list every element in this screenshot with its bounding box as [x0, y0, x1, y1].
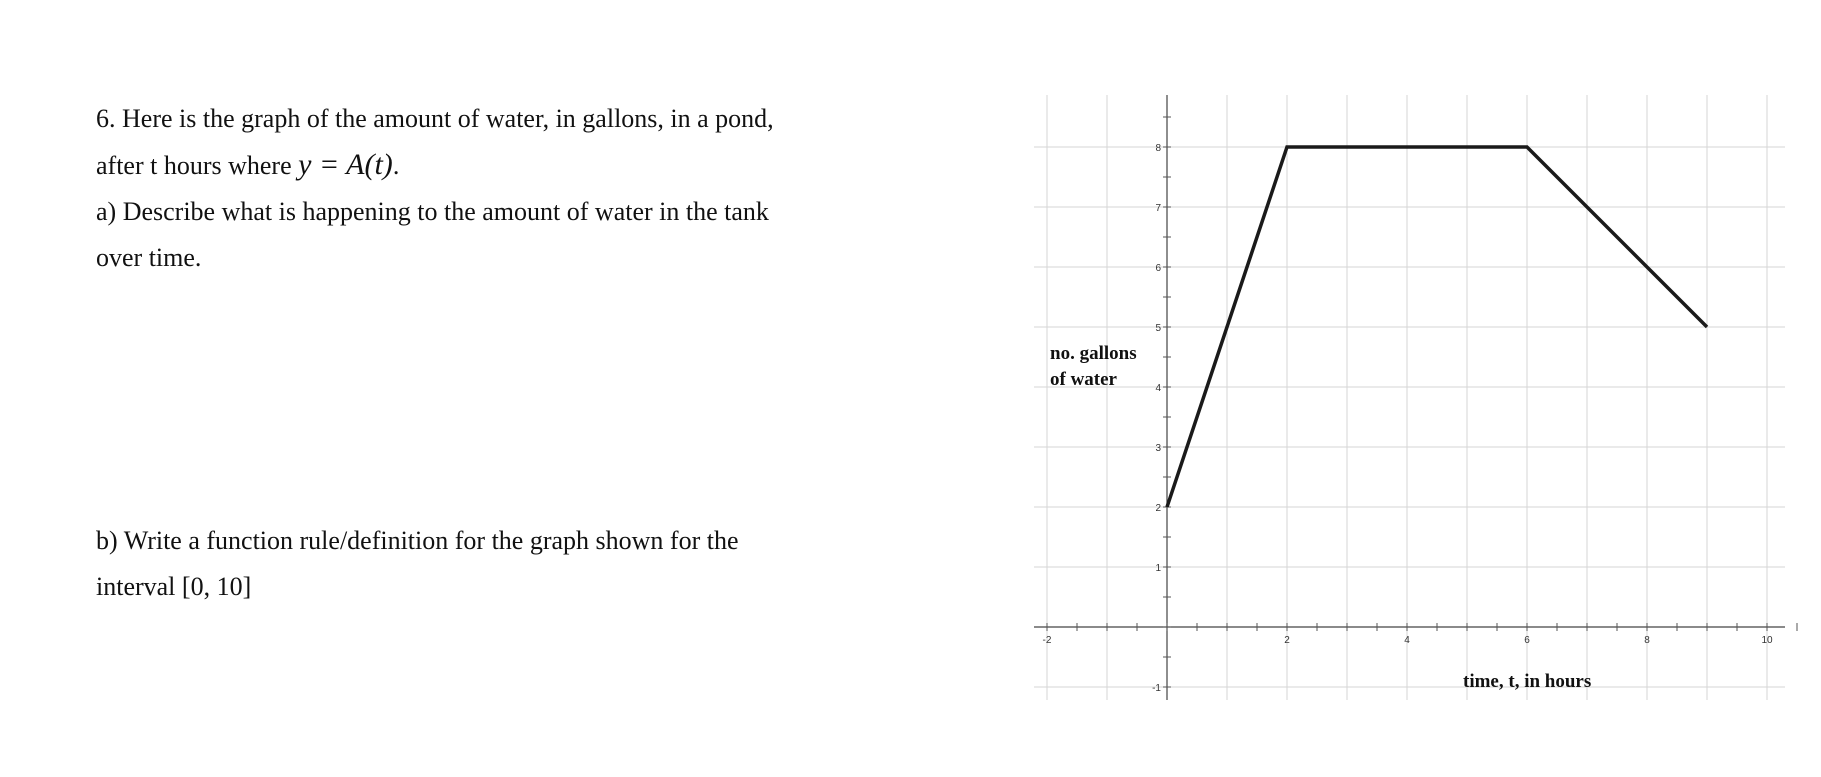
ticks: [1043, 117, 1797, 694]
equation: y = A(t): [298, 148, 393, 181]
x-tick-label: -2: [1042, 635, 1052, 646]
x-tick-label: 8: [1644, 635, 1650, 646]
part-b-line-1: b) Write a function rule/definition for the graph shown for the: [96, 526, 739, 555]
part-a-line-1: a) Describe what is happening to the amount of water in the tank: [96, 197, 769, 226]
y-axis-label-line-2: of water: [1050, 369, 1117, 390]
part-b-block: [96, 518, 996, 610]
y-tick-label: 1: [1155, 563, 1161, 574]
y-tick-label: 4: [1155, 383, 1161, 394]
intro-line-2: [96, 142, 996, 189]
x-axis-label: time, t, in hours: [1463, 671, 1592, 692]
axes: [1034, 95, 1785, 700]
equation-period: .: [392, 151, 400, 180]
y-axis-label-line-1: no. gallons: [1050, 343, 1137, 364]
grid: [1034, 95, 1785, 700]
y-tick-label: 7: [1155, 203, 1161, 214]
x-tick-label: 4: [1404, 635, 1410, 646]
intro-text-2: after t hours where: [96, 151, 292, 180]
y-tick-label: 8: [1155, 143, 1161, 154]
question-block: [96, 96, 996, 281]
y-tick-label: 5: [1155, 323, 1161, 334]
intro-line-1: [96, 96, 996, 142]
part-b-line-2: interval [0, 10]: [96, 572, 252, 601]
water-graph: [1020, 95, 1800, 715]
intro-text-1: Here is the graph of the amount of water, in gallons, in a pond,: [122, 104, 774, 133]
problem-number: 6.: [96, 104, 116, 133]
y-tick-label: -1: [1152, 683, 1161, 694]
y-tick-label: 2: [1155, 503, 1161, 514]
part-a-line-2: over time.: [96, 243, 202, 272]
y-tick-label: 6: [1155, 263, 1161, 274]
x-tick-label: 2: [1284, 635, 1290, 646]
x-tick-label: 6: [1524, 635, 1530, 646]
x-tick-label: 10: [1761, 635, 1773, 646]
y-tick-label: 3: [1155, 443, 1161, 454]
